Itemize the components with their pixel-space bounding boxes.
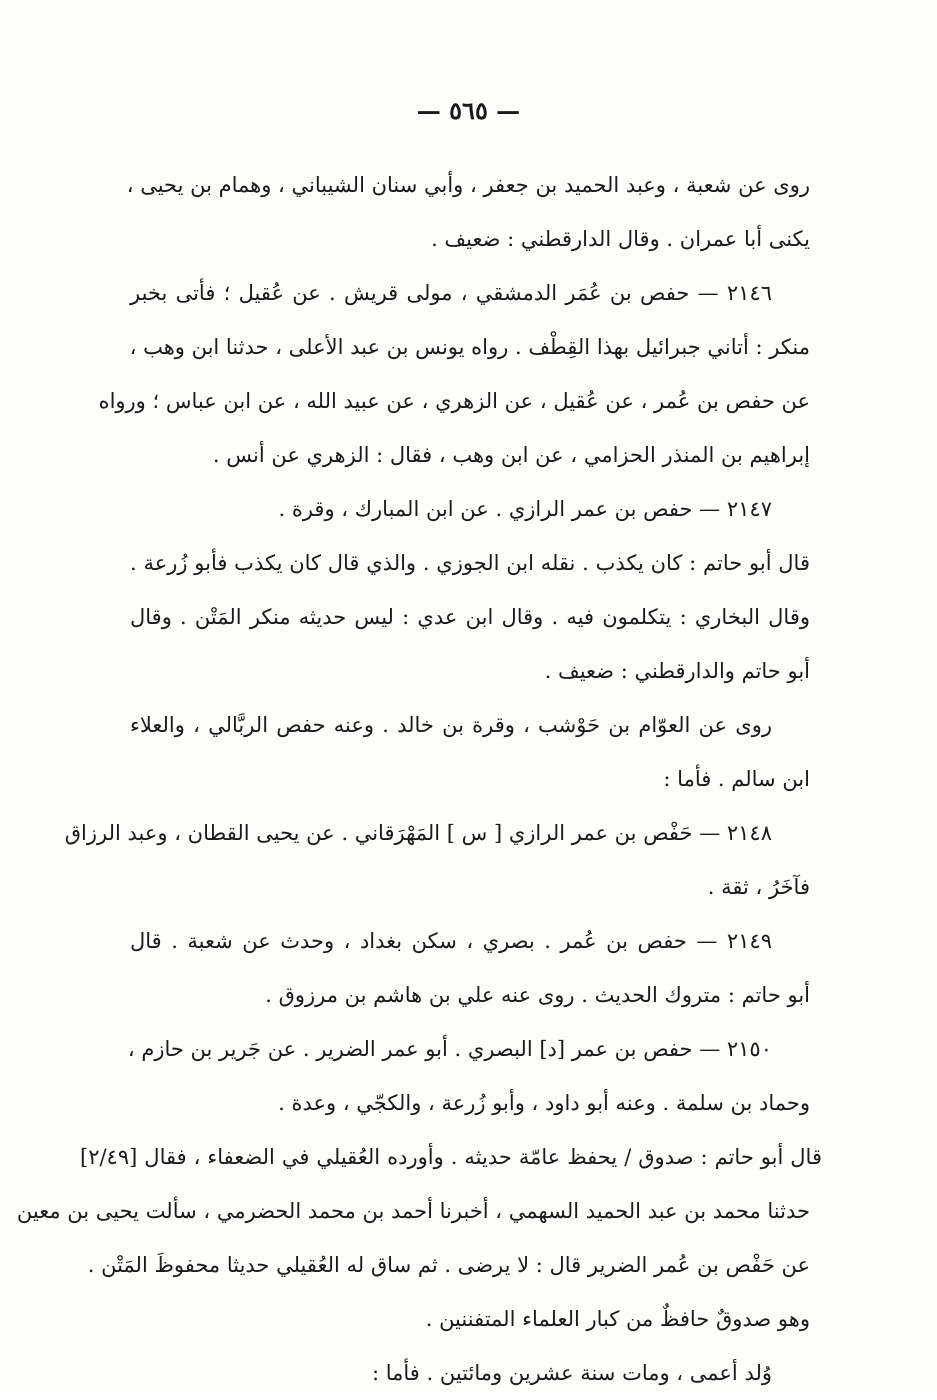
- text-line: أبو حاتم والدارقطني : ضعيف .: [544, 659, 810, 683]
- entry-2146-heading: ٢١٤٦ — حفص بن عُمَر الدمشقي ، مولى قريش . عن عُقيل ؛ فأتى بخبر: [130, 281, 772, 305]
- text-line: روى عن شعبة ، وعبد الحميد بن جعفر ، وأبي سنان الشيباني ، وهمام بن يحيى ،: [126, 173, 810, 197]
- entry-2150-heading: ٢١٥٠ — حفص بن عمر [د] البصري . أبو عمر الضرير . عن جَرير بن حازم ،: [127, 1037, 772, 1061]
- text-line: يكنى أبا عمران . وقال الدارقطني : ضعيف .: [431, 227, 810, 251]
- text-line: أبو حاتم : متروك الحديث . روى عنه علي بن هاشم بن مرزوق .: [265, 983, 810, 1007]
- text-line: روى عن العوّام بن حَوْشب ، وقرة بن خالد . وعنه حفص الربَّالي ، والعلاء: [130, 713, 772, 737]
- entry-2148-heading: ٢١٤٨ — حَفْص بن عمر الرازي [ س ] المَهْرَقاني . عن يحيى القطان ، وعبد الرزاق: [64, 821, 772, 845]
- text-line: قال أبو حاتم : كان يكذب . نقله ابن الجوزي . والذي قال كان يكذب فأبو زُرعة .: [130, 551, 810, 575]
- text-line: وقال البخاري : يتكلمون فيه . وقال ابن عدي : ليس حديثه منكر المَتْن . وقال: [130, 605, 810, 629]
- text-line: عن حفص بن عُمر ، عن عُقيل ، عن الزهري ، عن عبيد الله ، عن ابن عباس ؛ ورواه: [98, 389, 810, 413]
- entry-2147-heading: ٢١٤٧ — حفص بن عمر الرازي . عن ابن المبارك ، وقرة .: [278, 497, 772, 521]
- text-line: وحماد بن سلمة . وعنه أبو داود ، وأبو زُرعة ، والكجّي ، وعدة .: [278, 1091, 810, 1115]
- text-line: حدثنا محمد بن عبد الحميد السهمي ، أخبرنا أحمد بن محمد الحضرمي ، سألت يحيى بن معين: [16, 1199, 810, 1223]
- body-text: [16, 158, 822, 1400]
- text-line: منكر : أتاني جبرائيل بهذا القِطْف . رواه يونس بن عبد الأعلى ، حدثنا ابن وهب ،: [129, 335, 810, 359]
- text-line: وهو صدوقٌ حافظٌ من كبار العلماء المتفننين .: [425, 1307, 810, 1331]
- entry-2149-heading: ٢١٤٩ — حفص بن عُمر . بصري ، سكن بغداد ، وحدث عن شعبة . قال: [130, 929, 772, 953]
- page-number: — ٥٦٥ —: [416, 96, 521, 125]
- text-line: إبراهيم بن المنذر الحزامي ، عن ابن وهب ، فقال : الزهري عن أنس .: [212, 443, 810, 467]
- text-line: ابن سالم . فأما :: [663, 767, 810, 791]
- text-line-with-marginal-ref: قال أبو حاتم : صدوق / يحفظ عامّة حديثه . وأورده العُقيلي في الضعفاء ، فقال [٢/٤٩]: [80, 1145, 822, 1169]
- text-line: عن حَفْص بن عُمر الضرير قال : لا يرضى . ثم ساق له العُقيلي حديثا محفوظَ المَتْن .: [87, 1253, 810, 1277]
- text-line: وُلد أعمى ، ومات سنة عشرين ومائتين . فأما :: [372, 1361, 772, 1385]
- text-line: فآخَرُ ، ثقة .: [707, 875, 810, 899]
